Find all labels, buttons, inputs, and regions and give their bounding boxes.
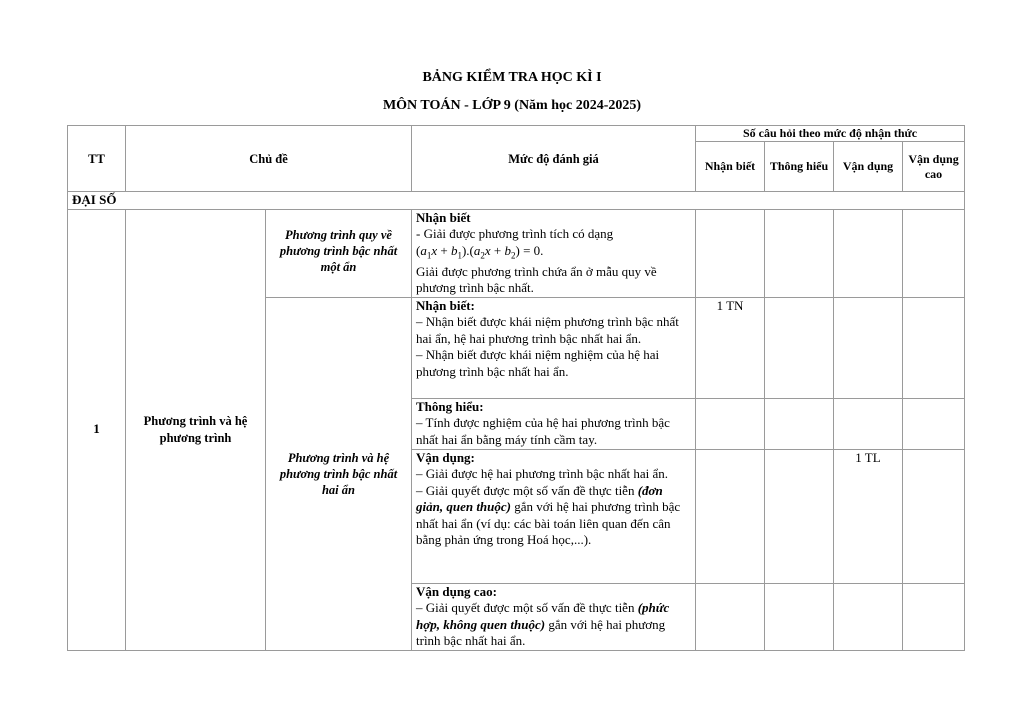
text-fragment: gắn với hệ hai phương trình bậc nhất hai ẩn (ví dụ: các bài toán liên quan đến cân bằng phản ứng trong Hoá học,...). xyxy=(416,499,681,548)
page-subtitle: MÔN TOÁN - LỚP 9 (Năm học 2024-2025) xyxy=(382,98,642,113)
count-th xyxy=(765,583,834,650)
assessment-matrix-table xyxy=(67,125,965,651)
subtopic-cell: Phương trình và hệ phương trình bậc nhất hai ẩn xyxy=(266,297,412,650)
header-question-count: Số câu hỏi theo mức độ nhận thức xyxy=(696,126,965,142)
level-description xyxy=(412,209,696,297)
section-label: ĐẠI SỐ xyxy=(68,192,965,210)
description-line: – Giải được hệ hai phương trình bậc nhất hai ẩn. xyxy=(416,466,669,482)
count-th xyxy=(765,297,834,398)
header-van-dung-cao: Vận dụng cao xyxy=(903,142,965,192)
text-fragment: – Giải quyết được một số vấn đề thực tiễn xyxy=(416,482,638,498)
count-vdc xyxy=(903,297,965,398)
level-title: Nhận biết xyxy=(416,209,471,225)
subtopic-cell: Phương trình quy về phương trình bậc nhất một ẩn xyxy=(266,209,412,297)
count-vdc xyxy=(903,583,965,650)
count-th xyxy=(765,398,834,449)
description-line: - Giải được phương trình tích có dạng xyxy=(416,226,614,241)
level-description xyxy=(412,398,696,449)
count-vd xyxy=(834,583,903,650)
count-vd xyxy=(834,398,903,449)
level-title: Thông hiểu: xyxy=(416,398,484,414)
level-description xyxy=(412,449,696,583)
equation: $(a_1x + b_1).(a_2x + b_2) = 0$. xyxy=(416,242,544,261)
count-vdc xyxy=(903,209,965,297)
description-line xyxy=(416,600,691,650)
count-nb xyxy=(696,449,765,583)
emphasis-text: (đơn giản, quen thuộc) xyxy=(416,482,663,515)
header-thong-hieu: Thông hiểu xyxy=(765,142,834,192)
table-row xyxy=(68,209,965,297)
header-row-1 xyxy=(68,126,965,142)
count-vd xyxy=(834,209,903,297)
level-title: Vận dụng cao: xyxy=(416,583,497,599)
level-description xyxy=(412,583,696,650)
header-level: Mức độ đánh giá xyxy=(412,126,696,192)
section-row xyxy=(68,192,965,210)
description-line: Giải được phương trình chứa ẩn ở mẫu quy về phương trình bậc nhất. xyxy=(416,263,657,296)
count-nb: 1 TN xyxy=(696,297,765,398)
count-vdc xyxy=(903,449,965,583)
text-fragment: – Giải quyết được một số vấn đề thực tiễn xyxy=(416,600,638,616)
page-title: BẢNG KIỂM TRA HỌC KÌ I xyxy=(422,70,602,85)
count-th xyxy=(765,449,834,583)
description-line: – Nhận biết được khái niệm nghiệm của hệ hai phương trình bậc nhất hai ẩn. xyxy=(416,347,660,379)
count-vdc xyxy=(903,398,965,449)
description-line xyxy=(416,483,691,549)
row-number: 1 xyxy=(68,209,126,650)
header-van-dung: Vận dụng xyxy=(834,142,903,192)
level-title: Nhận biết: xyxy=(416,297,475,313)
level-title: Vận dụng: xyxy=(416,449,475,465)
count-th xyxy=(765,209,834,297)
header-topic: Chủ đề xyxy=(126,126,412,192)
topic-cell: Phương trình và hệ phương trình xyxy=(126,209,266,650)
count-nb xyxy=(696,209,765,297)
count-nb xyxy=(696,398,765,449)
level-description xyxy=(412,297,696,398)
description-line: – Nhận biết được khái niệm phương trình bậc nhất hai ẩn, hệ hai phương trình bậc nhất hai ẩn. xyxy=(416,314,679,346)
text-fragment: gắn với hệ hai phương trình bậc nhất hai ẩn. xyxy=(416,616,666,649)
count-vd xyxy=(834,297,903,398)
count-nb xyxy=(696,583,765,650)
header-nhan-biet: Nhận biết xyxy=(696,142,765,192)
header-tt: TT xyxy=(68,126,126,192)
emphasis-text: (phức hợp, không quen thuộc) xyxy=(416,600,670,632)
description-line: – Tính được nghiệm của hệ hai phương trình bậc nhất hai ẩn bằng máy tính cầm tay. xyxy=(416,415,670,447)
count-vd: 1 TL xyxy=(834,449,903,583)
